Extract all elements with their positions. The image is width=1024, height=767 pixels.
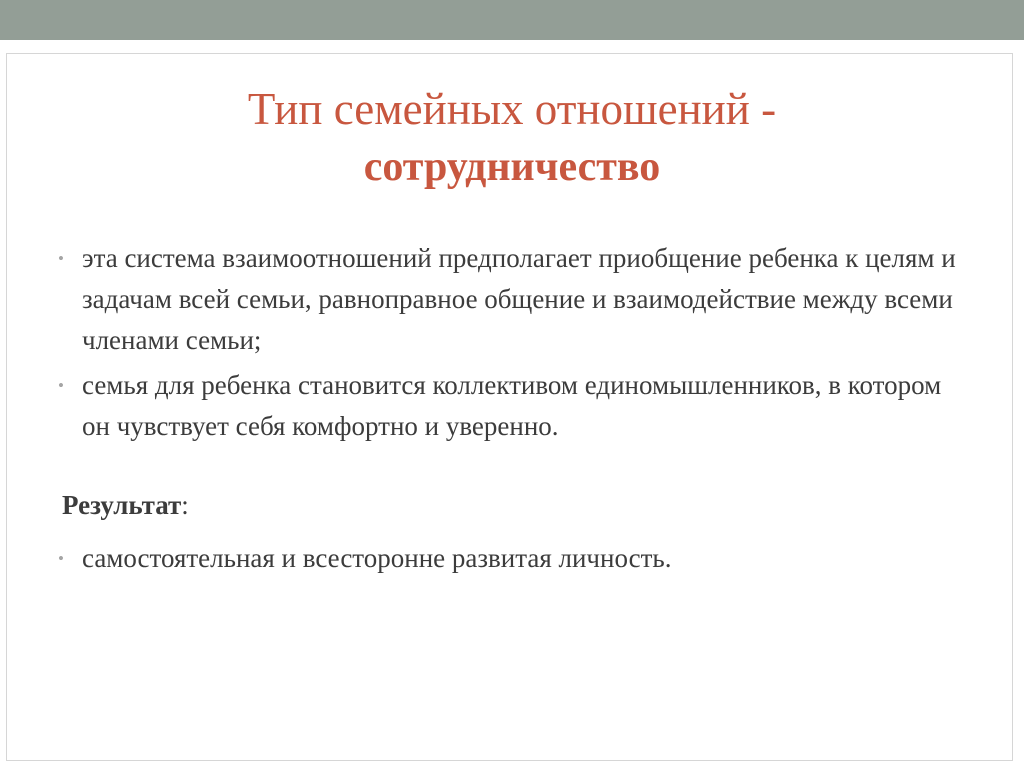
result-heading bbox=[56, 485, 956, 526]
slide-content bbox=[56, 238, 956, 579]
result-label: Результат bbox=[62, 490, 182, 520]
title-line-1: Тип семейных отношений - bbox=[247, 84, 777, 134]
bullet-list bbox=[56, 238, 956, 447]
bullet-item: • эта система взаимоотношений предполагает приобщение ребенка к целям и задачам всей семьи, равноправное общение и взаимодействие между всеми членами семьи; bbox=[56, 238, 956, 361]
result-bullet-list bbox=[56, 538, 956, 579]
result-bullet-item: • самостоятельная и всесторонне развитая личность. bbox=[56, 538, 956, 579]
result-section bbox=[56, 485, 956, 579]
slide-title bbox=[40, 80, 984, 196]
title-line-2: сотрудничество bbox=[363, 144, 661, 190]
top-bar bbox=[0, 0, 1024, 40]
bullet-item: • семья для ребенка становится коллективом единомышленников, в котором он чувствует себя комфортно и уверенно. bbox=[56, 365, 956, 447]
result-colon: : bbox=[181, 490, 189, 520]
